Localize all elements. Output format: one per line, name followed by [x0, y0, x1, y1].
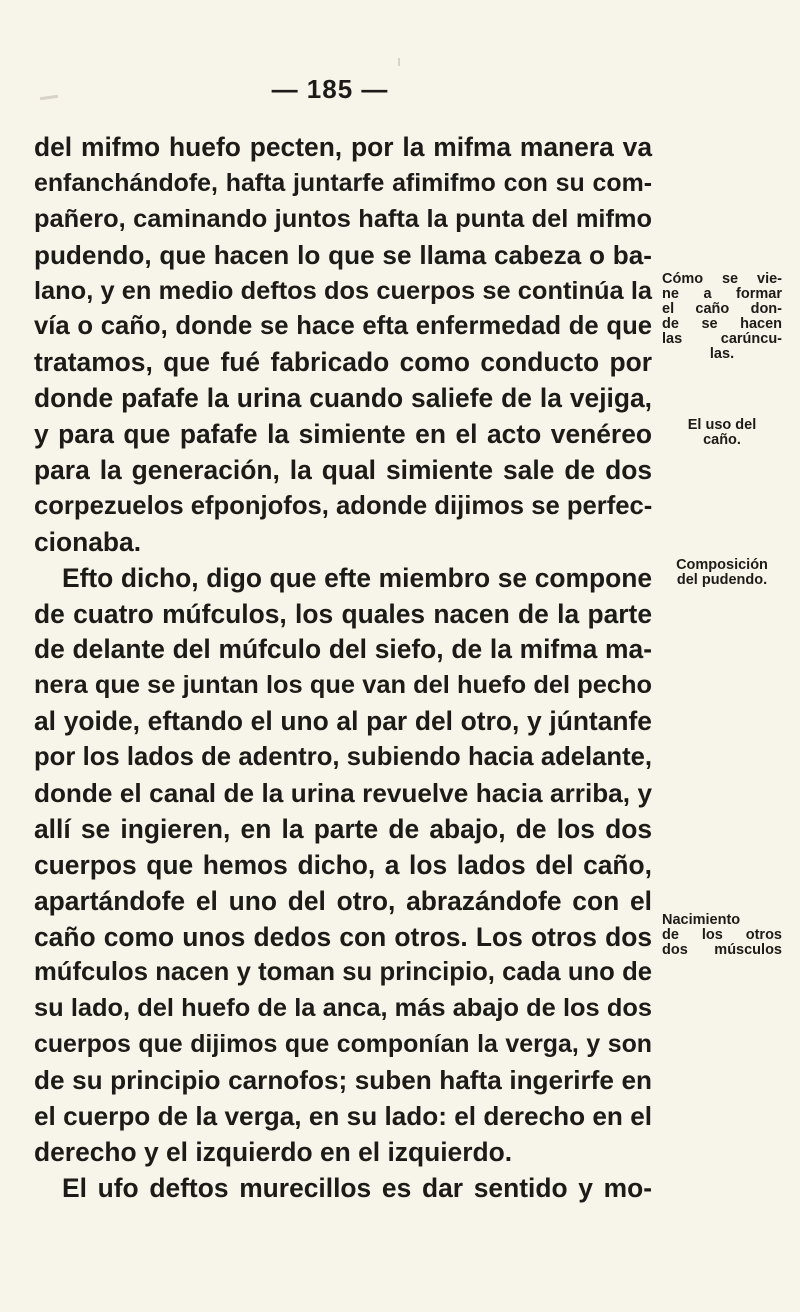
margin-note-line: El uso del [687, 417, 757, 433]
margin-note-line: caño. [703, 432, 741, 448]
text-line: vía o caño, donde se hace efta enfermedad de que [34, 312, 652, 341]
text-line: y para que pafafe la simiente en el acto venéreo [34, 419, 652, 450]
text-line: nera que se juntan los que van del huefo del pecho [34, 671, 652, 700]
text-line: su lado, del huefo de la anca, más abajo de los dos [34, 994, 652, 1023]
text-line: corpezuelos efponjofos, adonde dijimos se perfec- [34, 491, 653, 520]
text-line: de cuatro múfculos, los quales nacen de la parte [34, 598, 652, 629]
margin-note-line: el caño don- [662, 301, 782, 317]
margin-note-line: de los otros [662, 927, 782, 943]
text-line: de su principio carnofos; suben hafta ingerirfe en [34, 1065, 652, 1096]
text-line: enfanchándofe, hafta juntarfe afimifmo con su com- [34, 168, 652, 197]
text-line: cuerpos que dijimos que componían la verga, y son [34, 1030, 652, 1059]
text-line: cuerpos que hemos dicho, a los lados del caño, [34, 849, 652, 880]
margin-note-uso-cano [662, 418, 782, 448]
text-line: múfculos nacen y toman su principio, cada uno de [34, 958, 652, 987]
text-line: cionaba. [34, 526, 142, 557]
text-line: pañero, caminando juntos hafta la punta del mifmo [34, 204, 652, 233]
text-line: El ufo deftos murecillos es dar sentido y mo- [62, 1172, 652, 1203]
text-line: pudendo, que hacen lo que se llama cabeza o ba- [34, 239, 652, 270]
text-line: apartándofe el uno del otro, abrazándofe con el [34, 885, 652, 916]
text-line: el cuerpo de la verga, en su lado: el derecho en el [34, 1101, 652, 1132]
body-text [34, 130, 652, 1207]
margin-note-line: Cómo se vie- [662, 271, 782, 287]
text-line: de delante del múfculo del siefo, de la mifma ma- [34, 634, 652, 665]
text-line: derecho y el izquierdo en el izquierdo. [34, 1136, 513, 1167]
text-line: allí se ingieren, en la parte de abajo, de los dos [34, 813, 652, 844]
text-line: por los lados de adentro, subiendo hacia adelante, [34, 743, 652, 772]
margin-note-line: Composición [676, 557, 768, 573]
text-line: Efto dicho, digo que efte miembro se compone [62, 562, 652, 593]
text-line: donde pafafe la urina cuando saliefe de la vejiga, [34, 383, 652, 414]
margin-note-caruncula [662, 272, 782, 362]
margin-note-line: las carúncu- [662, 331, 782, 347]
margin-note-line: ne a formar [662, 286, 782, 302]
text-line: al yoide, eftando el uno al par del otro, y júntanfe [34, 706, 652, 737]
text-line: donde el canal de la urina revuelve hacia arriba, y [34, 778, 652, 809]
margin-note-line: las. [709, 346, 735, 362]
text-line: caño como unos dedos con otros. Los otros dos [34, 921, 652, 952]
margin-note-line: del pudendo. [676, 572, 768, 588]
margin-note-composicion [662, 558, 782, 588]
text-line: del mifmo huefo pecten, por la mifma manera va [34, 132, 652, 162]
text-line: para la generación, la qual simiente sale de dos [34, 455, 652, 486]
margin-note-line: de se hacen [662, 316, 782, 332]
margin-note-line: Nacimiento [662, 912, 741, 928]
text-line: lano, y en medio deftos dos cuerpos se continúa la [34, 276, 652, 305]
margin-note-nacimiento [662, 913, 782, 958]
margin-note-line: dos músculos [662, 942, 782, 958]
page-number: — 185 — [271, 74, 389, 104]
text-line: tratamos, que fué fabricado como conducto por [34, 347, 652, 378]
paper-speck [398, 58, 400, 66]
